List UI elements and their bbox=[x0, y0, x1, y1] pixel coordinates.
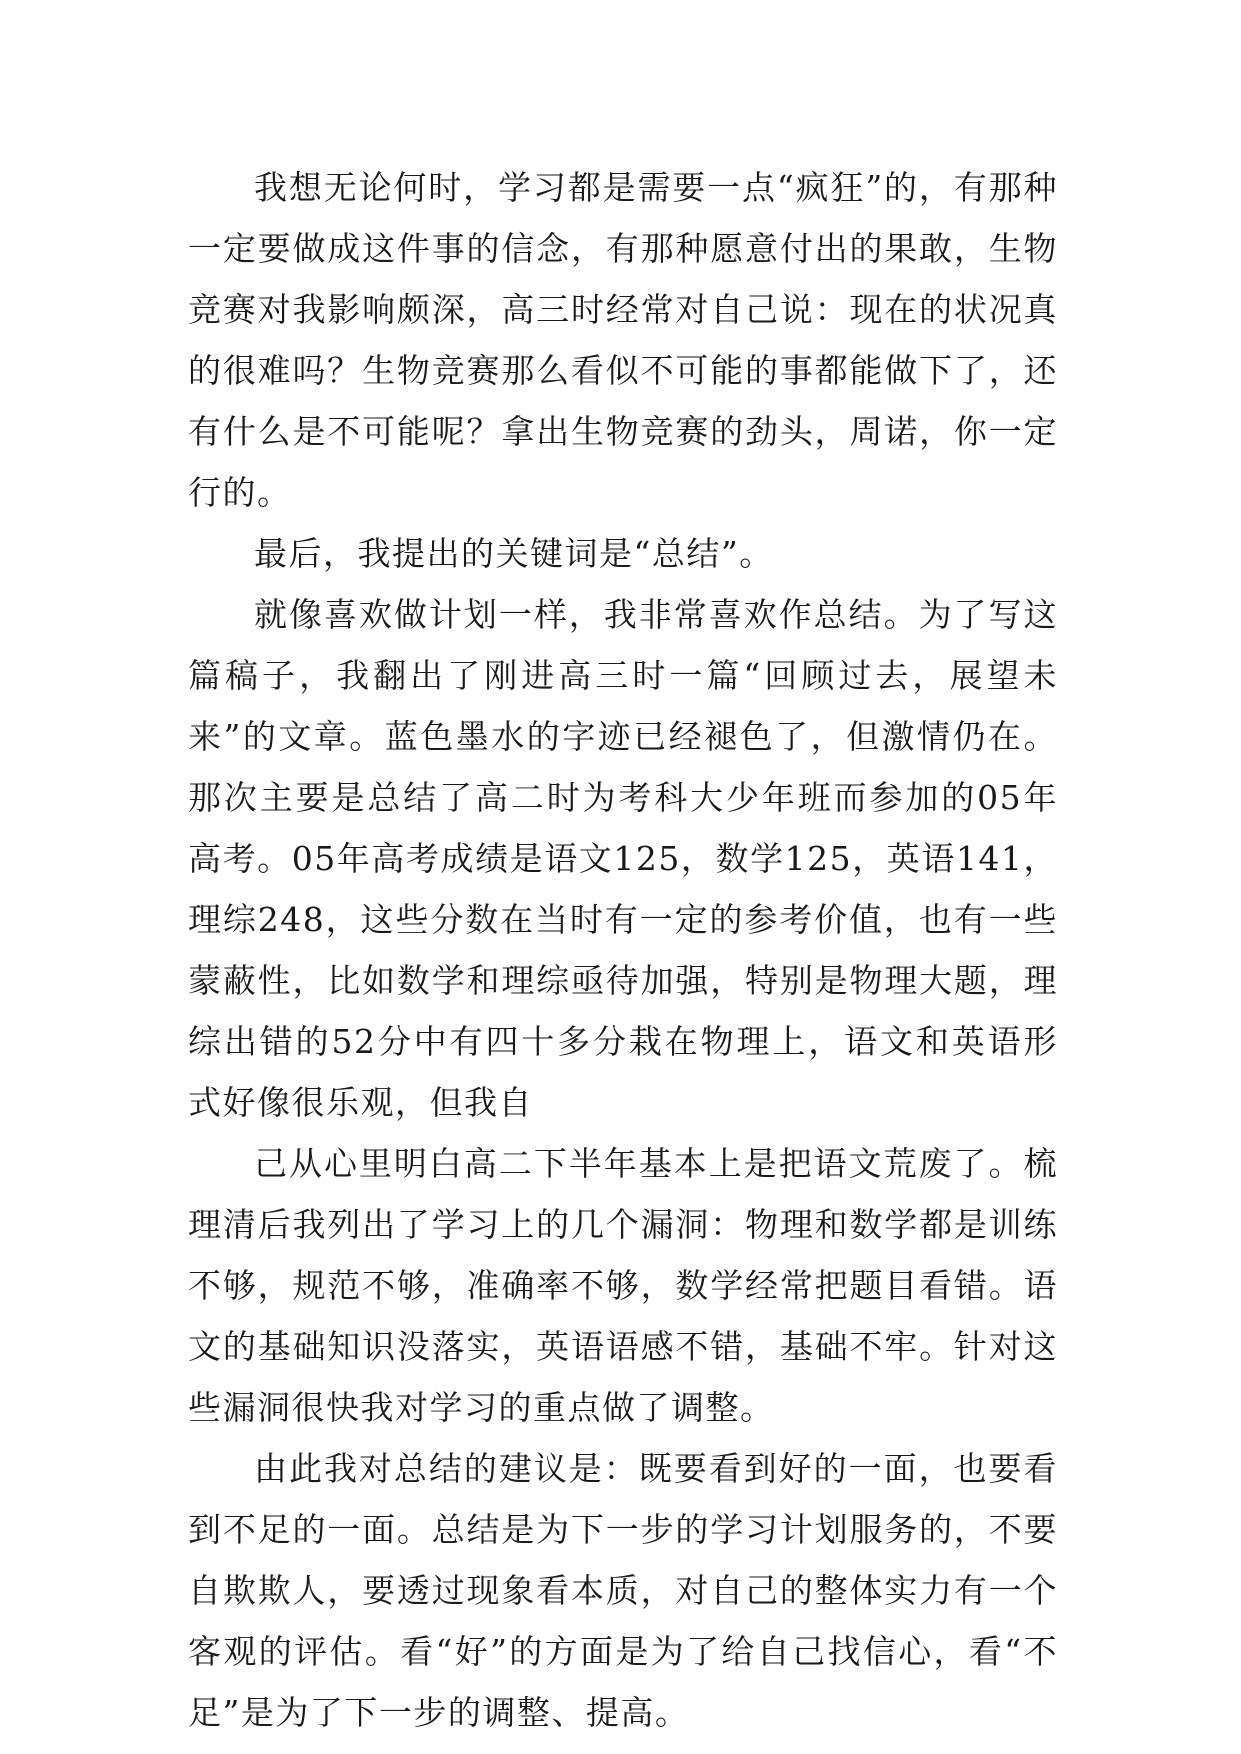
paragraph-5: 由此我对总结的建议是：既要看到好的一面，也要看到不足的一面。总结是为下一步的学习计划服务的，不要自欺欺人，要透过现象看本质，对自己的整体实力有一个客观的评估。看“好”的方面是为了给自己找信心，看“不足”是为了下一步的调整、提高。 bbox=[188, 1449, 1058, 1732]
paragraph-1: 我想无论何时，学习都是需要一点“疯狂”的，有那种一定要做成这件事的信念，有那种愿意付出的果敢，生物竞赛对我影响颇深，高三时经常对自己说：现在的状况真的很难吗？生物竞赛那么看似不可能的事都能做下了，还有什么是不可能呢？拿出生物竞赛的劲头，周诺，你一定行的。 bbox=[188, 168, 1058, 512]
paragraph-2: 最后，我提出的关键词是“总结”。 bbox=[254, 534, 774, 573]
paragraph-4: 己从心里明白高二下半年基本上是把语文荒废了。梳理清后我列出了学习上的几个漏洞：物理和数学都是训练不够，规范不够，准确率不够，数学经常把题目看错。语文的基础知识没落实，英语语感不错，基础不牢。针对这些漏洞很快我对学习的重点做了调整。 bbox=[188, 1144, 1058, 1427]
body-text bbox=[188, 157, 1058, 1743]
paragraph-3: 就像喜欢做计划一样，我非常喜欢作总结。为了写这篇稿子，我翻出了刚进高三时一篇“回顾过去，展望未来”的文章。蓝色墨水的字迹已经褪色了，但激情仍在。那次主要是总结了高二时为考科大少年班而参加的05年高考。05年高考成绩是语文125，数学125，英语141，理综248，这些分数在当时有一定的参考价值，也有一些蒙蔽性，比如数学和理综亟待加强，特别是物理大题，理综出错的52分中有四十多分栽在物理上，语文和英语形式好像很乐观，但我自 bbox=[188, 595, 1058, 1122]
